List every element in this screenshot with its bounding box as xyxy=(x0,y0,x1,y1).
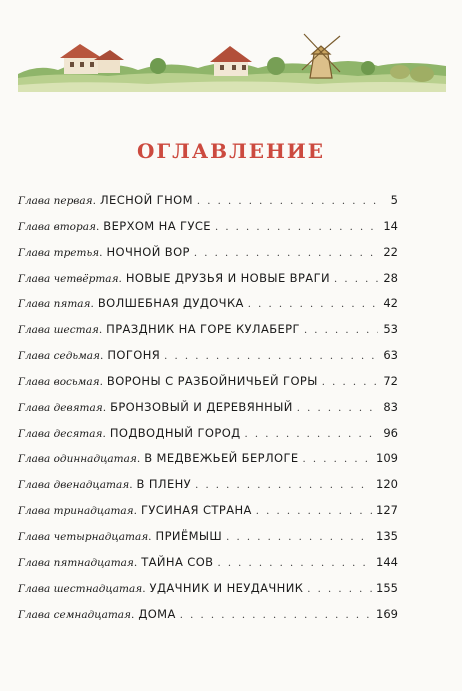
dot-leader xyxy=(304,325,378,336)
house-middle xyxy=(210,46,252,76)
chapter-number: Глава пятнадцатая xyxy=(18,556,134,569)
separator-dot: . xyxy=(90,298,94,311)
separator-dot: . xyxy=(131,608,135,621)
toc-entry xyxy=(18,296,398,322)
chapter-number: Глава третья xyxy=(18,246,100,259)
table-of-contents xyxy=(18,193,398,632)
toc-entry xyxy=(18,219,398,245)
page-number: 96 xyxy=(383,425,398,440)
chapter-number: Глава девятая xyxy=(18,401,103,414)
separator-dot: . xyxy=(133,556,138,569)
dot-leader xyxy=(297,403,378,414)
separator-dot: . xyxy=(129,479,133,492)
separator-dot: . xyxy=(92,195,96,207)
separator-dot: . xyxy=(99,246,103,259)
chapter-title: ВОЛШЕБНАЯ ДУДОЧКА xyxy=(97,296,244,311)
toc-entry xyxy=(18,348,398,374)
chapter-number: Глава пятая xyxy=(18,298,91,311)
chapter-title: ТАЙНА СОВ xyxy=(141,554,214,569)
dot-leader xyxy=(226,532,372,543)
separator-dot: . xyxy=(95,220,100,233)
toc-entry xyxy=(18,581,398,607)
page-number: 5 xyxy=(390,193,398,207)
separator-dot: . xyxy=(118,272,122,285)
chapter-title: В МЕДВЕЖЬЕЙ БЕРЛОГЕ xyxy=(144,451,299,466)
toc-entry xyxy=(18,400,398,426)
dot-leader xyxy=(322,377,378,388)
page-number: 63 xyxy=(383,348,398,363)
page-number: 28 xyxy=(383,270,398,285)
chapter-number: Глава первая xyxy=(18,195,93,207)
chapter-title: НОЧНОЙ ВОР xyxy=(106,244,190,259)
page-number: 42 xyxy=(383,296,398,311)
chapter-number: Глава вторая xyxy=(18,220,96,233)
toc-entry xyxy=(18,322,398,348)
toc-entry xyxy=(18,245,398,271)
chapter-number: Глава одиннадцатая xyxy=(18,453,137,466)
dot-leader xyxy=(195,480,372,491)
toc-entry xyxy=(18,271,398,297)
toc-entry xyxy=(18,477,398,503)
chapter-title: ВЕРХОМ НА ГУСЕ xyxy=(103,218,211,233)
chapter-number: Глава двенадцатая xyxy=(18,479,130,492)
dot-leader xyxy=(245,429,378,440)
chapter-title: ПРАЗДНИК НА ГОРЕ КУЛАБЕРГ xyxy=(106,322,300,337)
dot-leader xyxy=(194,248,378,259)
page-number: 169 xyxy=(376,606,398,621)
page-number: 144 xyxy=(376,554,398,569)
table-of-contents-heading: ОГЛАВЛЕНИЕ xyxy=(136,139,326,163)
page-number: 127 xyxy=(376,503,398,518)
separator-dot: . xyxy=(148,530,152,543)
toc-entry xyxy=(18,374,398,400)
dot-leader xyxy=(334,274,378,285)
house-left xyxy=(60,44,124,74)
dot-leader xyxy=(248,299,378,310)
dot-leader xyxy=(164,351,378,362)
dot-leader xyxy=(197,196,378,207)
page-number: 109 xyxy=(376,451,398,466)
chapter-number: Глава тринадцатая xyxy=(18,505,134,518)
dot-leader xyxy=(215,222,378,233)
separator-dot: . xyxy=(133,505,137,518)
chapter-title: ПРИЁМЫШ xyxy=(155,528,223,543)
chapter-title: ПОГОНЯ xyxy=(107,348,161,363)
separator-dot: . xyxy=(99,375,103,388)
village-landscape-illustration xyxy=(18,30,446,92)
chapter-number: Глава семнадцатая xyxy=(18,608,131,621)
toc-entry xyxy=(18,607,398,633)
chapter-number: Глава четырнадцатая xyxy=(18,530,149,543)
dot-leader xyxy=(180,610,372,621)
separator-dot: . xyxy=(102,427,106,440)
dot-leader xyxy=(307,584,372,595)
page-number: 53 xyxy=(383,322,398,337)
page-number: 83 xyxy=(383,399,398,414)
chapter-title: НОВЫЕ ДРУЗЬЯ И НОВЫЕ ВРАГИ xyxy=(125,270,330,285)
separator-dot: . xyxy=(102,401,107,414)
chapter-title: ДОМА xyxy=(138,606,176,621)
chapter-number: Глава седьмая xyxy=(18,350,100,363)
chapter-title: В ПЛЕНУ xyxy=(136,477,192,492)
toc-entry xyxy=(18,529,398,555)
chapter-number: Глава восьмая xyxy=(18,375,100,388)
page-number: 155 xyxy=(376,580,398,595)
dot-leader xyxy=(217,558,372,569)
dot-leader xyxy=(256,506,372,517)
toc-entry xyxy=(18,451,398,477)
chapter-number: Глава шестая xyxy=(18,324,99,337)
chapter-title: ВОРОНЫ С РАЗБОЙНИЧЬЕЙ ГОРЫ xyxy=(106,373,318,388)
chapter-title: ПОДВОДНЫЙ ГОРОД xyxy=(109,425,241,440)
toc-entry xyxy=(18,426,398,452)
separator-dot: . xyxy=(98,324,103,337)
page-number: 72 xyxy=(383,373,398,388)
page-number: 14 xyxy=(383,218,398,233)
chapter-title: БРОНЗОВЫЙ И ДЕРЕВЯННЫЙ xyxy=(110,399,293,414)
chapter-number: Глава шестнадцатая xyxy=(18,582,143,595)
separator-dot: . xyxy=(142,582,146,595)
chapter-number: Глава десятая xyxy=(18,427,103,440)
dot-leader xyxy=(303,454,373,465)
separator-dot: . xyxy=(100,350,104,363)
toc-entry xyxy=(18,503,398,529)
page-number: 22 xyxy=(383,244,398,259)
chapter-title: УДАЧНИК И НЕУДАЧНИК xyxy=(149,580,304,595)
chapter-number: Глава четвёртая xyxy=(18,272,119,285)
separator-dot: . xyxy=(136,453,141,466)
toc-entry xyxy=(18,555,398,581)
page-number: 120 xyxy=(376,477,398,492)
toc-entry xyxy=(18,193,398,219)
page-number: 135 xyxy=(376,528,398,543)
chapter-title: ГУСИНАЯ СТРАНА xyxy=(140,503,252,518)
chapter-title: ЛЕСНОЙ ГНОМ xyxy=(99,193,193,207)
